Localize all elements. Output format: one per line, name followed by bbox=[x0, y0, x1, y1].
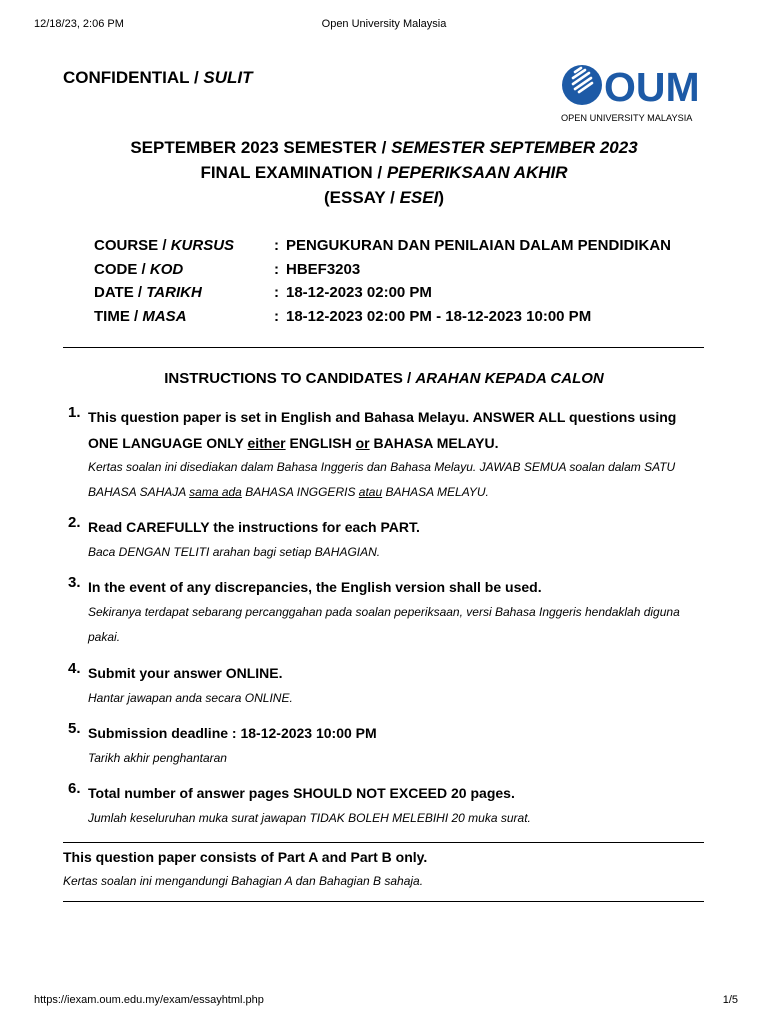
instruction-5-en: Submission deadline : 18-12-2023 10:00 PM bbox=[88, 725, 377, 741]
instruction-5-my: Tarikh akhir penghantaran bbox=[88, 751, 227, 765]
divider bbox=[63, 347, 704, 348]
print-site-title: Open University Malaysia bbox=[321, 18, 447, 30]
page-number: 1/5 bbox=[722, 994, 738, 1006]
exam-title: FINAL EXAMINATION / PEPERIKSAAN AKHIR bbox=[200, 163, 568, 182]
oum-globe-icon bbox=[561, 64, 707, 126]
instruction-1-my: Kertas soalan ini disediakan dalam Bahasa Inggeris dan Bahasa Melayu. JAWAB SEMUA soalan dalam SATU BAHASA SAHAJA sama ada BAHASA INGGERIS atau BAHASA MELAYU. bbox=[88, 460, 676, 499]
course-value: PENGUKURAN DAN PENILAIAN DALAM PENDIDIKAN bbox=[286, 237, 672, 254]
logo-subtitle: OPEN UNIVERSITY MALAYSIA bbox=[561, 113, 693, 123]
paper-parts-note-my: Kertas soalan ini mengandungi Bahagian A dan Bahagian B sahaja. bbox=[63, 874, 424, 888]
instruction-1-en: This question paper is set in English and Bahasa Melayu. ANSWER ALL questions using ONE LANGUAGE ONLY either ENGLISH or BAHASA MELAYU. bbox=[88, 409, 677, 451]
divider bbox=[63, 842, 704, 843]
instruction-2-my: Baca DENGAN TELITI arahan bagi setiap BAHAGIAN. bbox=[88, 545, 381, 559]
instruction-6-my: Jumlah keseluruhan muka surat jawapan TIDAK BOLEH MELEBIHI 20 muka surat. bbox=[88, 811, 531, 825]
confidential-label: CONFIDENTIAL / SULIT bbox=[63, 68, 253, 87]
instruction-6-en: Total number of answer pages SHOULD NOT EXCEED 20 pages. bbox=[88, 785, 515, 801]
oum-logo bbox=[561, 64, 707, 126]
instruction-2-en: Read CAREFULLY the instructions for each PART. bbox=[88, 519, 420, 535]
print-datetime: 12/18/23, 2:06 PM bbox=[34, 18, 124, 30]
divider bbox=[63, 901, 704, 902]
instruction-4-en: Submit your answer ONLINE. bbox=[88, 665, 283, 681]
date-value: 18-12-2023 02:00 PM bbox=[286, 284, 432, 301]
logo-text: OUM bbox=[604, 64, 700, 110]
essay-title: (ESSAY / ESEI) bbox=[323, 188, 445, 207]
semester-title: SEPTEMBER 2023 SEMESTER / SEMESTER SEPTEMBER 2023 bbox=[130, 138, 638, 157]
instruction-4-my: Hantar jawapan anda secara ONLINE. bbox=[88, 691, 293, 705]
time-value: 18-12-2023 02:00 PM - 18-12-2023 10:00 PM bbox=[286, 308, 592, 325]
instruction-3-en: In the event of any discrepancies, the English version shall be used. bbox=[88, 579, 542, 595]
print-url: https://iexam.oum.edu.my/exam/essayhtml.php bbox=[34, 994, 264, 1006]
code-value: HBEF3203 bbox=[286, 261, 361, 278]
instructions-title: INSTRUCTIONS TO CANDIDATES / ARAHAN KEPADA CALON bbox=[164, 370, 604, 387]
instruction-3-my: Sekiranya terdapat sebarang percanggahan pada soalan peperiksaan, versi Bahasa Inggeris hendaklah diguna pakai. bbox=[88, 605, 680, 644]
paper-parts-note: This question paper consists of Part A and Part B only. bbox=[63, 849, 428, 865]
